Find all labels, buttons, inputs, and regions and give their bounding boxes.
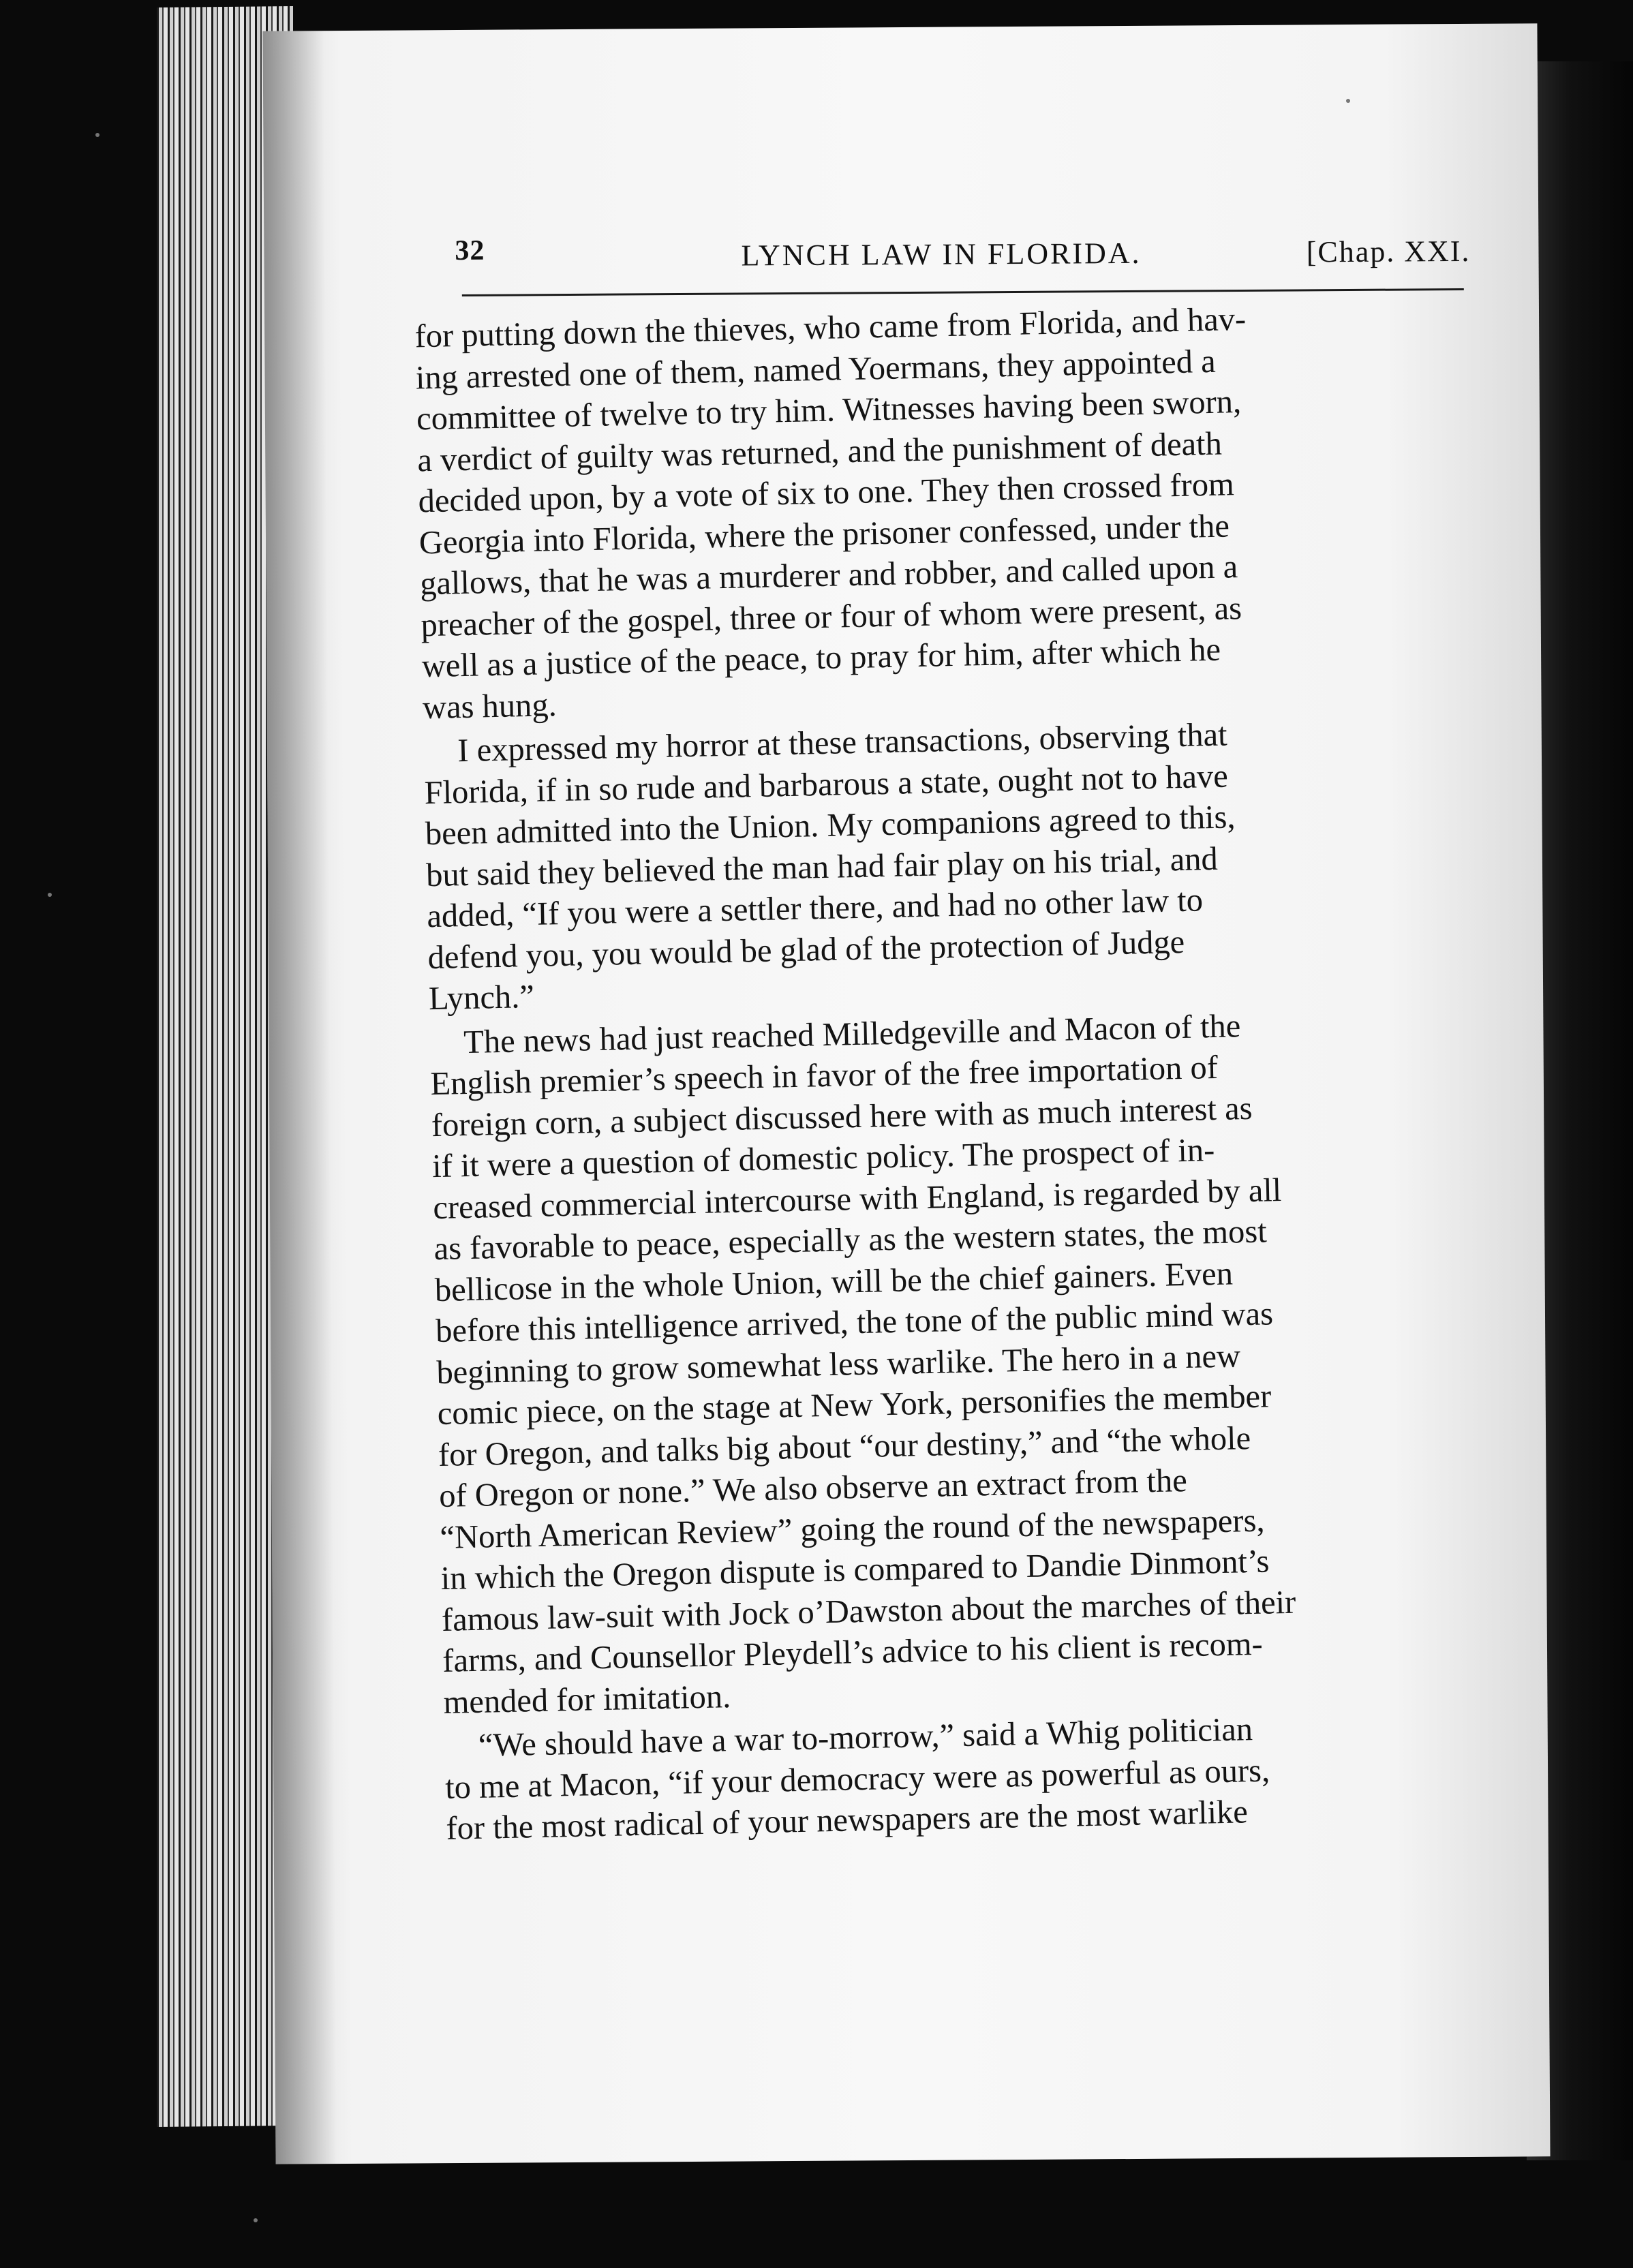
text-line: “We should have a war to-morrow,” said a Whig politician bbox=[478, 1711, 1253, 1764]
text-line: for putting down the thieves, who came from Florida, and hav- bbox=[414, 301, 1247, 355]
paragraph-3 bbox=[429, 1001, 1486, 1723]
body-text bbox=[414, 294, 1489, 1850]
text-line: if it were a question of domestic policy. The prospect of in- bbox=[431, 1132, 1215, 1185]
text-line: been admitted into the Union. My companions agreed to this, bbox=[425, 799, 1236, 853]
dust-speck bbox=[254, 2218, 258, 2222]
text-line: Lynch.” bbox=[428, 978, 535, 1017]
text-line: but said they believed the man had fair play on his trial, and bbox=[425, 840, 1219, 893]
text-line: as favorable to peace, especially as the western states, the most bbox=[433, 1213, 1268, 1268]
chapter-reference: [Chap. XXI. bbox=[1306, 234, 1471, 269]
text-line: for Oregon, and talks big about “our destiny,” and “the whole bbox=[438, 1420, 1251, 1473]
text-line: before this intelligence arrived, the tone of the public mind was bbox=[435, 1296, 1274, 1350]
page-number: 32 bbox=[455, 234, 485, 267]
text-line: comic piece, on the stage at New York, personifies the member bbox=[437, 1378, 1272, 1432]
text-line: I expressed my horror at these transactions, observing that bbox=[457, 716, 1228, 769]
text-line: preacher of the gospel, three or four of whom were present, as bbox=[420, 589, 1242, 643]
text-line: committee of twelve to try him. Witnesses having been sworn, bbox=[416, 384, 1242, 438]
text-line: to me at Macon, “if your democracy were as powerful as ours, bbox=[444, 1752, 1270, 1806]
text-line: creased commercial intercourse with England, is regarded by all bbox=[432, 1171, 1282, 1226]
text-line: a verdict of guilty was returned, and the punishment of death bbox=[416, 425, 1223, 478]
text-line: farms, and Counsellor Pleydell’s advice to his client is recom- bbox=[442, 1625, 1264, 1679]
paragraph-1 bbox=[414, 294, 1465, 729]
text-line: foreign corn, a subject discussed here with as much interest as bbox=[431, 1090, 1253, 1144]
text-line: in which the Oregon dispute is compared to Dandie Dinmont’s bbox=[440, 1543, 1270, 1597]
paragraph-2 bbox=[423, 709, 1472, 1020]
text-line: defend you, you would be glad of the protection of Judge bbox=[427, 923, 1185, 976]
text-line: added, “If you were a settler there, and had no other law to bbox=[426, 882, 1204, 935]
text-line: well as a justice of the peace, to pray for him, after which he bbox=[421, 631, 1221, 685]
header-rule bbox=[462, 288, 1464, 296]
running-head bbox=[455, 228, 1470, 282]
text-line: beginning to grow somewhat less warlike. The hero in a new bbox=[436, 1337, 1241, 1391]
text-line: Georgia into Florida, where the prisoner confessed, under the bbox=[418, 507, 1230, 561]
text-line: famous law-suit with Jock o’Dawston about the marches of their bbox=[441, 1584, 1296, 1638]
running-title: LYNCH LAW IN FLORIDA. bbox=[741, 236, 1142, 273]
text-line: for the most radical of your newspapers are the most warlike bbox=[445, 1794, 1249, 1847]
text-line: gallows, that he was a murderer and robber, and called upon a bbox=[419, 549, 1238, 602]
text-line: English premier’s speech in favor of the free importation of bbox=[430, 1049, 1219, 1103]
text-line: of Oregon or none.” We also observe an extract from the bbox=[438, 1462, 1188, 1515]
gutter-shadow bbox=[262, 31, 337, 2164]
text-line: decided upon, by a vote of six to one. They then crossed from bbox=[418, 466, 1235, 520]
text-line: “North American Review” going the round of the newspapers, bbox=[439, 1502, 1266, 1556]
dust-speck bbox=[95, 133, 100, 137]
dust-speck bbox=[1346, 99, 1350, 103]
book-page bbox=[262, 23, 1550, 2164]
text-line: bellicose in the whole Union, will be the chief gainers. Even bbox=[434, 1255, 1234, 1308]
paragraph-4 bbox=[444, 1704, 1489, 1850]
text-line: mended for imitation. bbox=[443, 1678, 731, 1721]
text-line: was hung. bbox=[422, 686, 558, 726]
dust-speck bbox=[48, 893, 52, 897]
text-line: The news had just reached Milledgeville and Macon of the bbox=[463, 1007, 1241, 1060]
text-line: ing arrested one of them, named Yoermans, they appointed a bbox=[415, 343, 1217, 396]
text-line: Florida, if in so rude and barbarous a state, ought not to have bbox=[424, 758, 1229, 811]
